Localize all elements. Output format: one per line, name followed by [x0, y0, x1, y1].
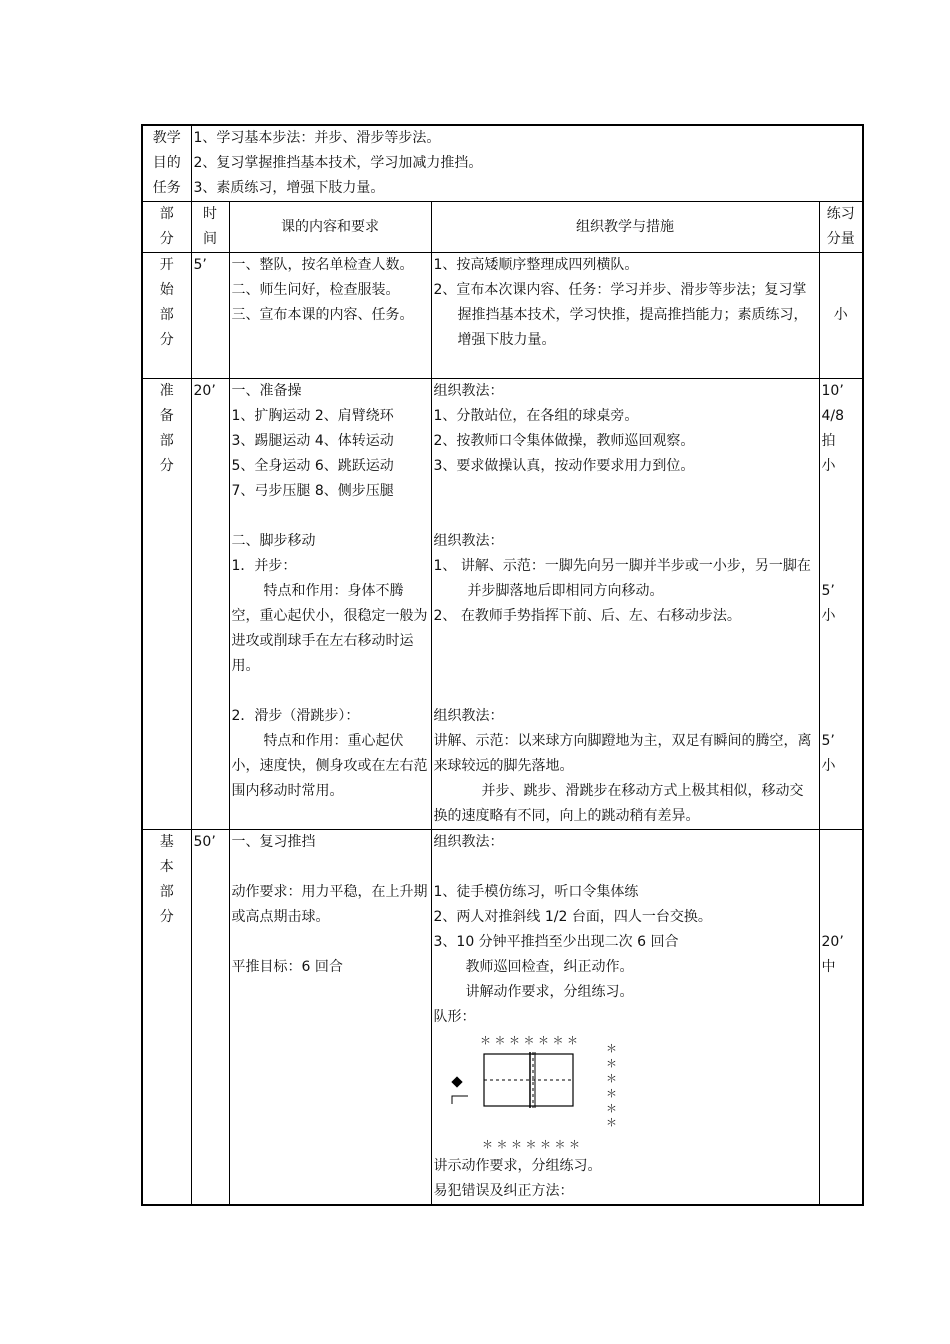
header-organization: 组织教学与措施 [431, 202, 819, 253]
start-section-organization: 1、按高矮顺序整理成四列横队。 2、宣布本次课内容、任务：学习并步、滑步等步法；复习掌握推挡基本技术，学习快推，提高推挡能力；素质练习，增强下肢力量。 [431, 253, 819, 379]
purpose-items [191, 125, 863, 202]
header-row [142, 202, 863, 253]
prep-section-content: 一、准备操 1、扩胸运动 2、肩臂绕环 3、踢腿运动 4、体转运动 5、全身运动 6、跳跃运动 7、弓步压腿 8、侧步压腿 二、脚步移动 1．并步： 特点和作用：身体不腾空，重心起伏小，很稳定一般为进攻或削球手在左右移动时运用。 2．滑步（滑跳步）： 特点和作用：重心起伏小，速度快，侧身攻或在左右范围内移动时常用。 [229, 379, 431, 830]
basic-section-time: 50’ [191, 830, 229, 1206]
header-content: 课的内容和要求 [229, 202, 431, 253]
purpose-item: 3、素质练习，增强下肢力量。 [193, 180, 385, 196]
start-section-row [142, 253, 863, 379]
formation-diagram [434, 1032, 617, 1154]
purpose-label: 教学 目的 任务 [142, 125, 191, 202]
purpose-item: 2、复习掌握推挡基本技术，学习加减力推挡。 [193, 155, 483, 171]
player-position-line [452, 1096, 468, 1104]
lesson-plan-table [141, 124, 864, 1206]
formation-side-star: ＊ [605, 1102, 617, 1115]
player-marker-icon [451, 1076, 462, 1087]
header-part: 部 分 [142, 202, 191, 253]
header-time: 时 间 [191, 202, 229, 253]
purpose-item: 1、学习基本步法：并步、滑步等步法。 [193, 130, 441, 146]
formation-side-star: ＊ [605, 1116, 617, 1129]
purpose-row [142, 125, 863, 202]
start-section-time: 5’ [191, 253, 229, 379]
prep-section-organization: 组织教法： 1、分散站位，在各组的球桌旁。 2、按教师口令集体做操，教师巡回观察。 3、要求做操认真，按动作要求用力到位。 组织教法： 1、 讲解、示范：一脚先向另一脚并半步或一小步，另一脚在并步脚落地后即相同方向移动。 2、 在教师手势指挥下前、后、左、右移动步法。 组织教法： 讲解、示范：以来球方向脚蹬地为主，双足有瞬间的腾空，离来球较远的脚先落地。 并步、跳步、滑跳步在移动方式上极其相似，移动交换的速度略有不同，向上的跳动稍有差异。 [431, 379, 819, 830]
formation-bottom-row: ＊ ＊ ＊ ＊ ＊ ＊ ＊ [481, 1138, 580, 1151]
basic-section-label: 基 本 部 分 [142, 830, 191, 1206]
basic-section-content: 一、复习推挡 动作要求：用力平稳，在上升期或高点期击球。 平推目标：6 回合 [229, 830, 431, 1206]
start-section-amount: 小 [819, 253, 863, 379]
formation-side-star: ＊ [605, 1042, 617, 1055]
prep-section-amount: 10’ 4/8 拍 小 5’ 小 5’ 小 [819, 379, 863, 830]
prep-section-row [142, 379, 863, 830]
prep-section-time: 20’ [191, 379, 229, 830]
formation-top-row: ＊ ＊ ＊ ＊ ＊ ＊ ＊ [479, 1034, 578, 1047]
start-section-content: 一、整队，按名单检查人数。 二、师生问好，检查服装。 三、宣布本课的内容、任务。 [229, 253, 431, 379]
formation-side-star: ＊ [605, 1057, 617, 1070]
basic-section-amount: 20’ 中 [819, 830, 863, 1206]
basic-section-organization: 组织教法： 1、徒手模仿练习，听口令集体练 2、两人对推斜线 1/2 台面，四人一台交换。 3、10 分钟平推挡至少出现二次 6 回合 教师巡回检查，纠正动作。 讲解动作要求，分组练习。 队形： ＊ ＊ ＊ ＊ ＊ ＊ ＊ ＊ ＊ ＊ ＊ ＊ ＊ ＊ ＊ ＊ ＊ ＊ ＊ ＊ 讲示动作要求，分组练习。 易犯错误及纠正方法： [431, 830, 819, 1206]
formation-side-star: ＊ [605, 1087, 617, 1100]
prep-section-label: 准 备 部 分 [142, 379, 191, 830]
basic-section-row [142, 830, 863, 1206]
start-section-label: 开 始 部 分 [142, 253, 191, 379]
formation-side-star: ＊ [605, 1072, 617, 1085]
header-amount: 练习 分量 [819, 202, 863, 253]
